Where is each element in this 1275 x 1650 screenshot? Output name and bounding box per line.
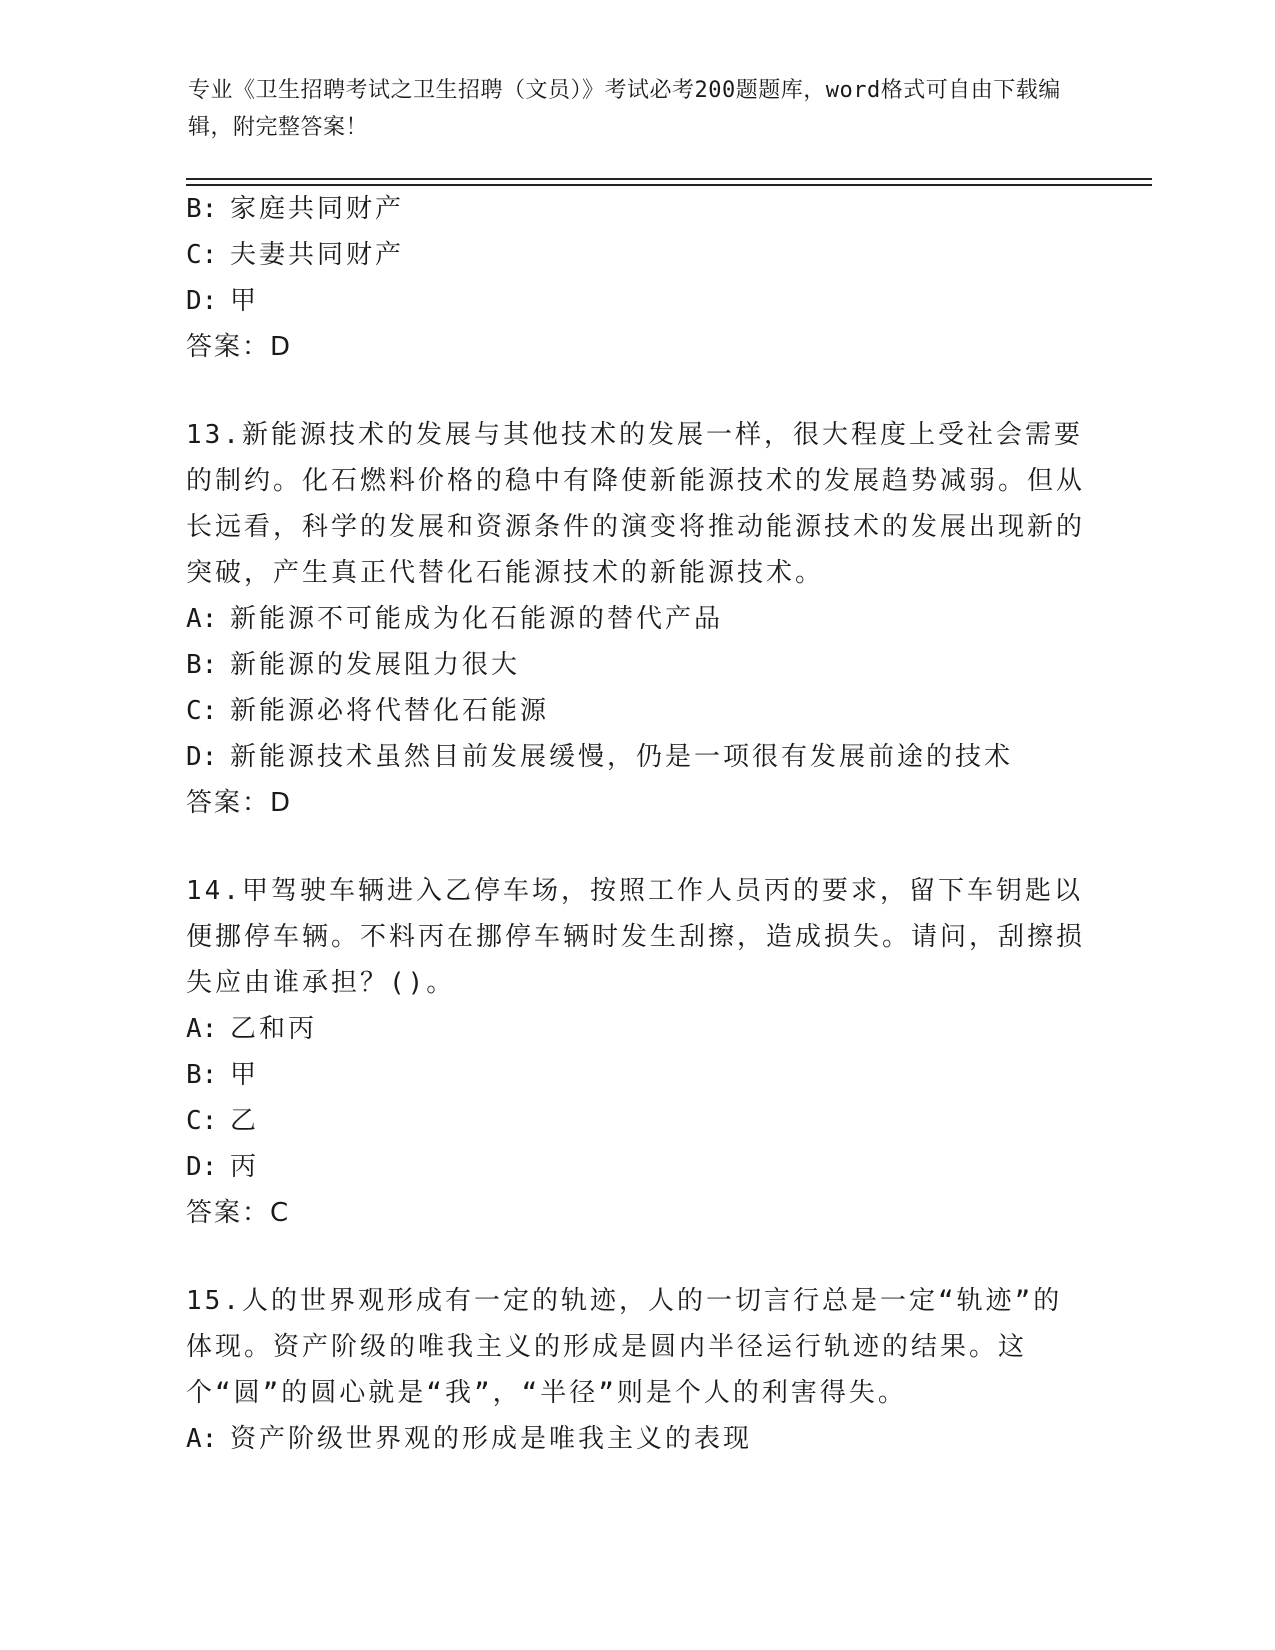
option-d: D: 新能源技术虽然目前发展缓慢，仍是一项很有发展前途的技术 <box>186 742 1014 772</box>
option-a: A: 新能源不可能成为化石能源的替代产品 <box>186 604 724 634</box>
question-stem: 13.新能源技术的发展与其他技术的发展一样，很大程度上受社会需要的制约。化石燃料价格的稳中有降使新能源技术的发展趋势减弱。但从长远看，科学的发展和资源条件的演变将推动能源技术的发展出现新的突破，产生真正代替化石能源技术的新能源技术。 <box>186 420 1086 588</box>
document-header <box>188 72 1068 146</box>
spacer <box>186 1236 1086 1278</box>
option-a: A: 资产阶级世界观的形成是唯我主义的表现 <box>186 1424 753 1454</box>
question-list <box>186 186 1086 1462</box>
header-text: 专业《卫生招聘考试之卫生招聘（文员）》考试必考200题题库，word格式可自由下载编辑，附完整答案！ <box>188 78 1061 140</box>
option-b: B: 家庭共同财产 <box>186 194 405 224</box>
option-d: D: 丙 <box>186 1152 260 1182</box>
header-rule-top <box>186 178 1152 180</box>
spacer <box>186 370 1086 412</box>
answer-line: 答案：D <box>186 788 293 818</box>
option-d: D: 甲 <box>186 286 260 316</box>
option-c: C: 新能源必将代替化石能源 <box>186 696 550 726</box>
option-c: C: 夫妻共同财产 <box>186 240 405 270</box>
option-a: A: 乙和丙 <box>186 1014 318 1044</box>
option-b: B: 新能源的发展阻力很大 <box>186 650 521 680</box>
question-12-tail <box>186 186 1086 370</box>
question-14 <box>186 868 1086 1236</box>
question-stem: 15.人的世界观形成有一定的轨迹，人的一切言行总是一定“轨迹”的体现。资产阶级的唯我主义的形成是圆内半径运行轨迹的结果。这个“圆”的圆心就是“我”，“半径”则是个人的利害得失。 <box>186 1286 1063 1408</box>
answer-line: 答案：D <box>186 332 293 362</box>
question-15 <box>186 1278 1086 1462</box>
spacer <box>186 826 1086 868</box>
question-13 <box>186 412 1086 826</box>
option-c: C: 乙 <box>186 1106 260 1136</box>
answer-line: 答案：C <box>186 1198 291 1228</box>
option-b: B: 甲 <box>186 1060 260 1090</box>
question-stem: 14.甲驾驶车辆进入乙停车场，按照工作人员丙的要求，留下车钥匙以便挪停车辆。不料丙在挪停车辆时发生刮擦，造成损失。请问，刮擦损失应由谁承担？()。 <box>186 876 1086 998</box>
